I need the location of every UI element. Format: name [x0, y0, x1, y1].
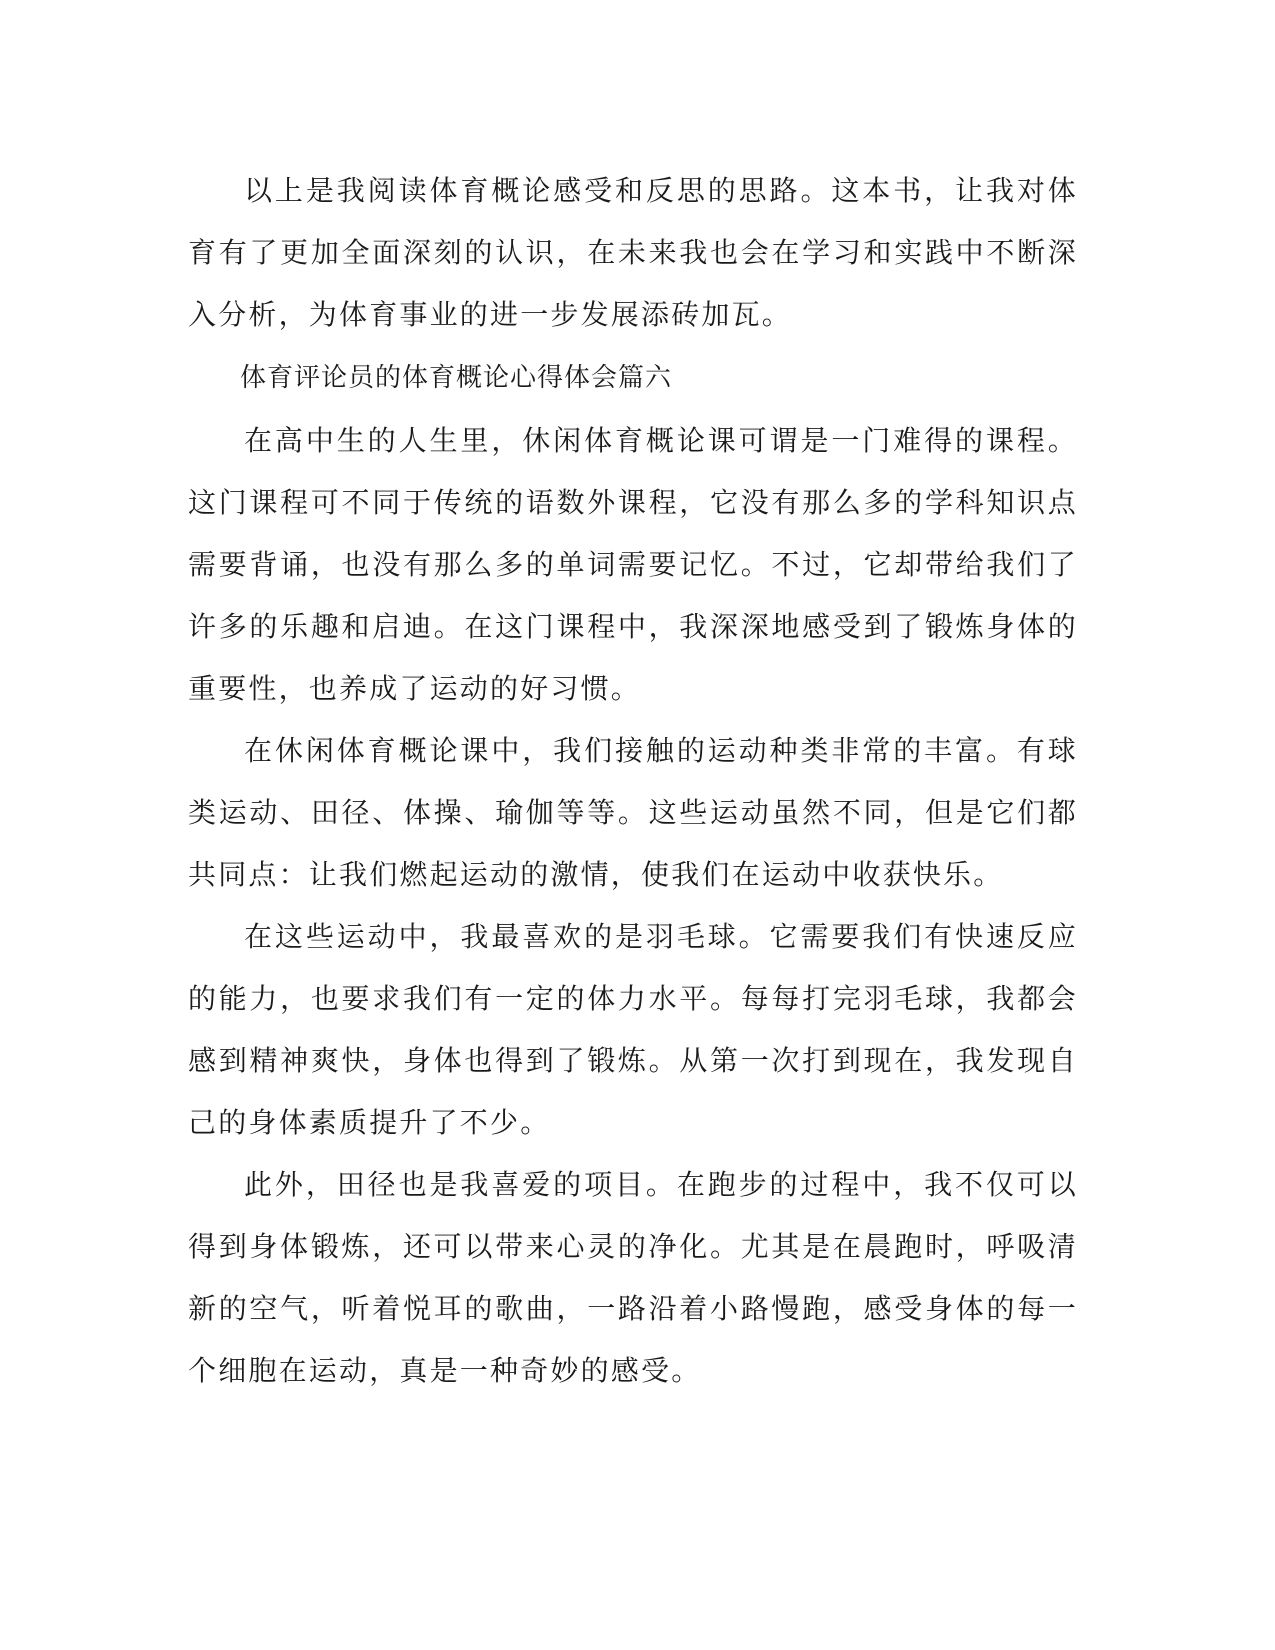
section-heading: 体育评论员的体育概论心得体会篇六	[240, 363, 673, 393]
paragraph-badminton: 在这些运动中，我最喜欢的是羽毛球。它需要我们有快速反应的能力，也要求我们有一定的体力水平。每每打完羽毛球，我都会感到精神爽快，身体也得到了锻炼。从第一次打到现在，我发现自己的身体素质提升了不少。	[188, 920, 1078, 1139]
paragraph-sports-variety: 在休闲体育概论课中，我们接触的运动种类非常的丰富。有球类运动、田径、体操、瑜伽等等。这些运动虽然不同，但是它们都共同点：让我们燃起运动的激情，使我们在运动中收获快乐。	[188, 734, 1078, 891]
paragraph-conclusion: 以上是我阅读体育概论感受和反思的思路。这本书，让我对体育有了更加全面深刻的认识，在未来我也会在学习和实践中不断深入分析，为体育事业的进一步发展添砖加瓦。	[188, 174, 1078, 331]
paragraph-intro: 在高中生的人生里，休闲体育概论课可谓是一门难得的课程。这门课程可不同于传统的语数外课程，它没有那么多的学科知识点需要背诵，也没有那么多的单词需要记忆。不过，它却带给我们了许多的乐趣和启迪。在这门课程中，我深深地感受到了锻炼身体的重要性，也养成了运动的好习惯。	[188, 424, 1078, 705]
paragraph-track-field: 此外，田径也是我喜爱的项目。在跑步的过程中，我不仅可以得到身体锻炼，还可以带来心灵的净化。尤其是在晨跑时，呼吸清新的空气，听着悦耳的歌曲，一路沿着小路慢跑，感受身体的每一个细胞在运动，真是一种奇妙的感受。	[188, 1168, 1078, 1387]
document-body	[188, 160, 1078, 1402]
